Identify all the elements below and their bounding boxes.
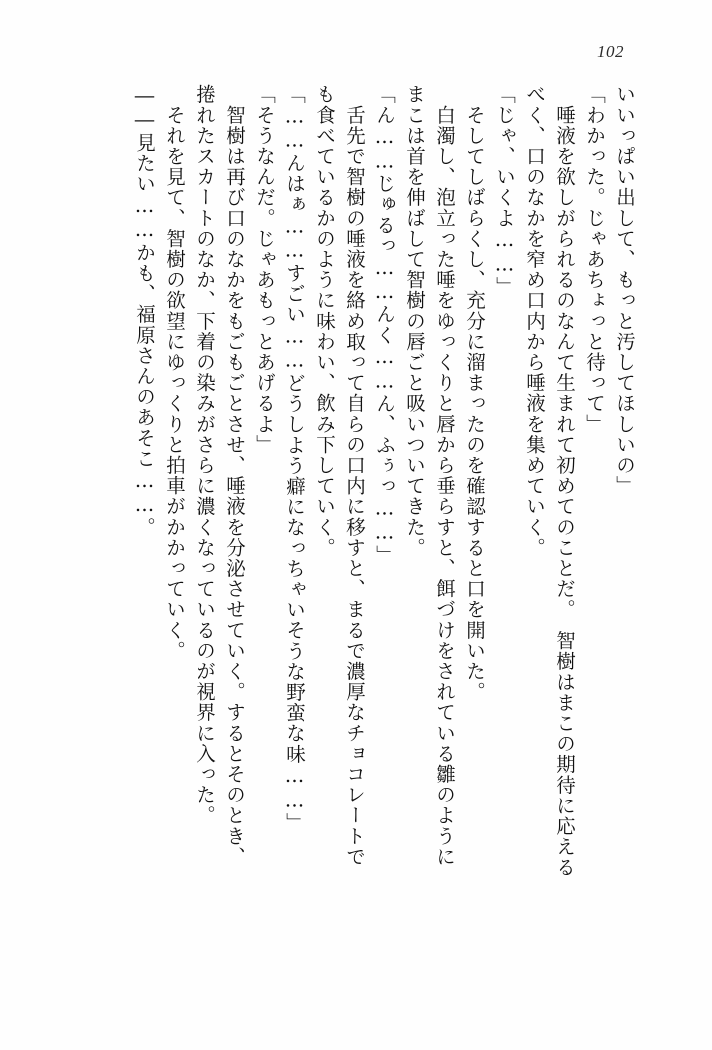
text-line: 「わかった。じゃあちょっと待って」	[583, 84, 606, 435]
text-line: べく、口のなかを窄め口内から唾液を集めていく。	[523, 84, 546, 558]
text-line: 「じゃ、いくよ……」	[493, 84, 516, 297]
text-line: 唾液を欲しがられるのなんて生まれて初めてのことだ。 智樹はまこの期待に応える	[553, 84, 576, 878]
text-line: 智樹は再び口のなかをもごもごとさせ、唾液を分泌させていく。するとそのとき、	[223, 84, 246, 867]
text-line: そしてしばらくし、充分に溜まったのを確認すると口を開いた。	[463, 84, 486, 702]
vertical-text-body	[64, 84, 634, 990]
text-line: ――見たい……かも、福原さんのあそこ……。	[133, 84, 156, 538]
text-line: 「……んはぁ……すごい……どうしよう癖になっちゃいそうな野蛮な味……」	[283, 84, 306, 833]
text-line: 白濁し、泡立った唾をゆっくりと唇から垂らすと、餌づけをされている雛のように	[433, 84, 456, 867]
text-line: 捲れたスカートのなか、下着の染みがさらに濃くなっているのが視界に入った。	[193, 84, 216, 826]
text-line: 「ん……じゅるっ……んく……ん、ふぅっ……」	[373, 84, 396, 566]
text-line: 舌先で智樹の唾液を絡め取って自らの口内に移すと、まるで濃厚なチョコレートで	[343, 84, 366, 867]
text-line: も食べているかのように味わい、飲み下していく。	[313, 84, 336, 558]
text-line: まこは首を伸ばして智樹の唇ごと吸いついてきた。	[403, 84, 426, 558]
page-number: 102	[597, 42, 624, 61]
text-line: それを見て、智樹の欲望にゆっくりと拍車がかかっていく。	[163, 84, 186, 661]
text-line: いいっぱい出して、もっと汚してほしいの」	[613, 84, 636, 496]
text-line: 「そうなんだ。じゃあもっとあげるよ」	[253, 84, 276, 455]
